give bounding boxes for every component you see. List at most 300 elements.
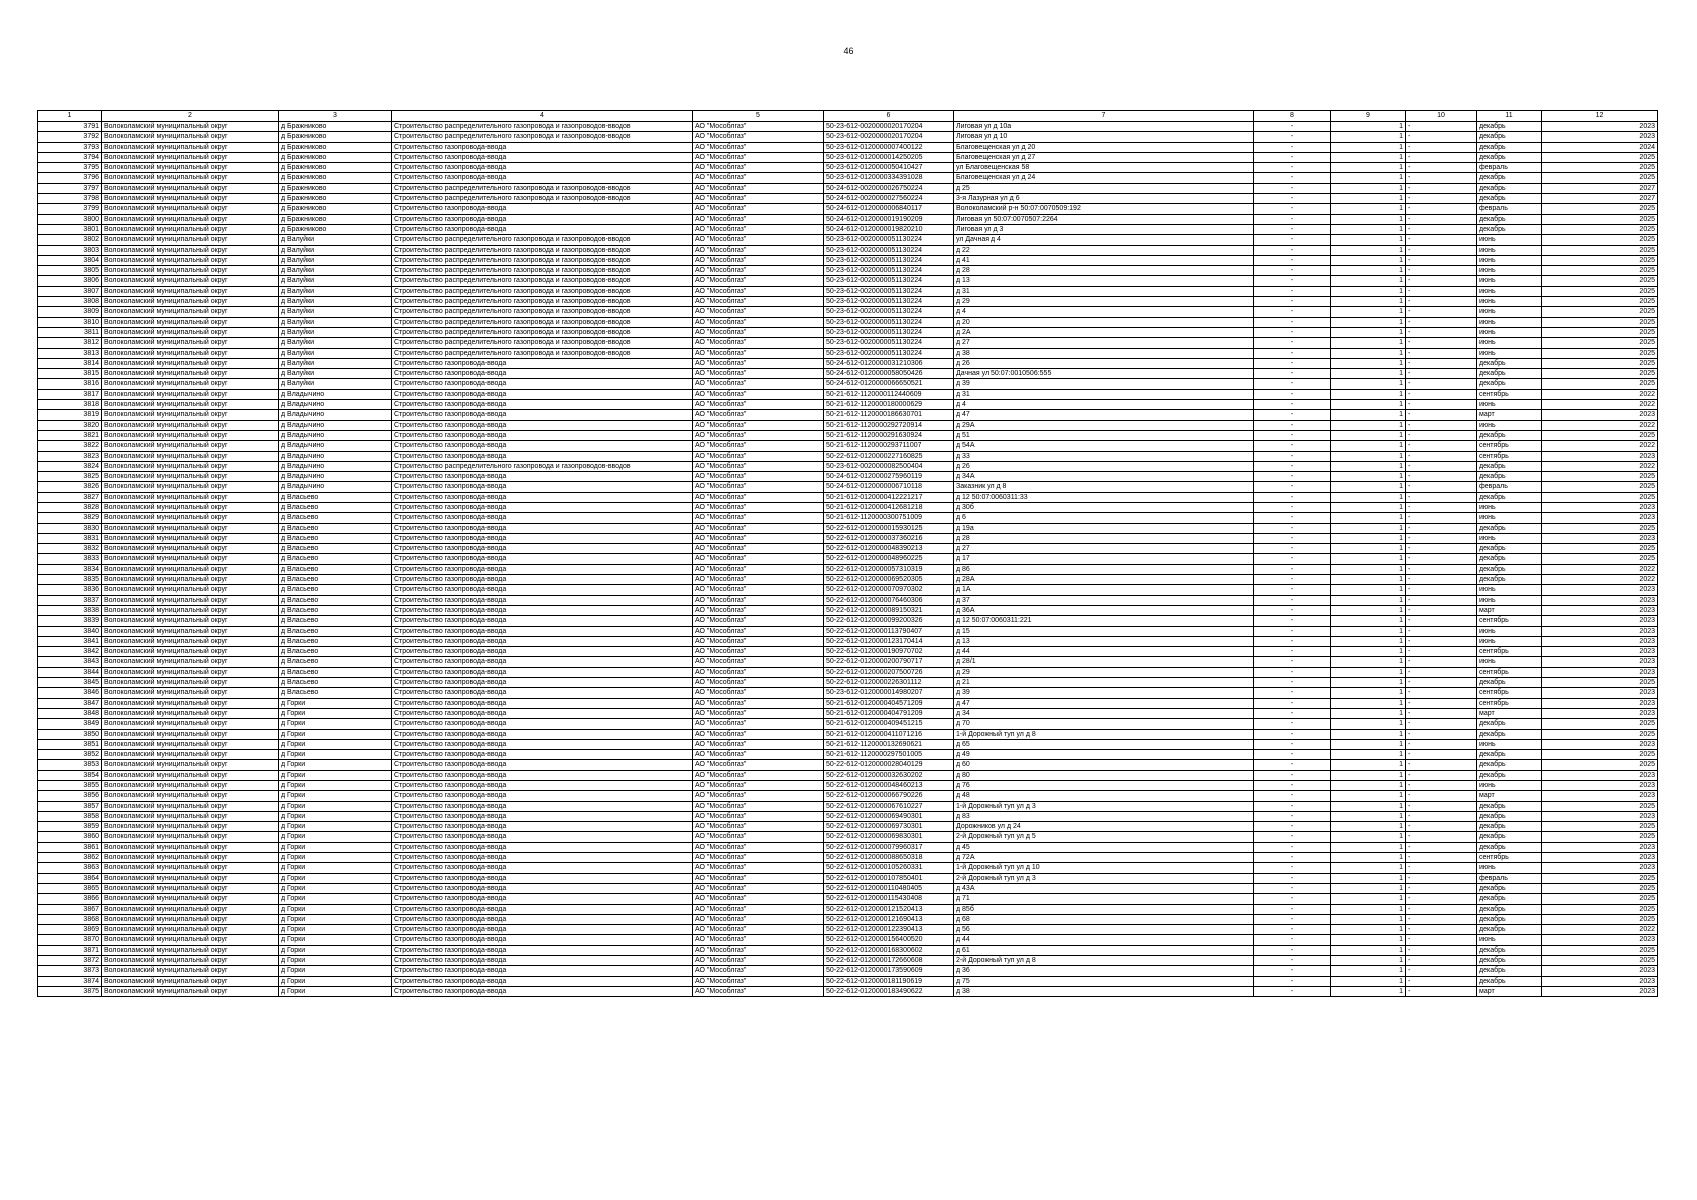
table-row: [38, 214, 1658, 224]
month-cell: март: [1477, 791, 1542, 801]
work-type-cell: Строительство газопровода-ввода: [392, 626, 693, 636]
col10-cell: -: [1406, 739, 1477, 749]
row-number-cell: 3828: [38, 502, 102, 512]
locality-cell: д Власьево: [279, 544, 392, 554]
table-row: [38, 338, 1658, 348]
month-cell: февраль: [1477, 873, 1542, 883]
locality-cell: д Горки: [279, 801, 392, 811]
row-number-cell: 3853: [38, 760, 102, 770]
month-cell: июнь: [1477, 266, 1542, 276]
locality-cell: д Валуйки: [279, 317, 392, 327]
table-row: [38, 750, 1658, 760]
month-cell: сентябрь: [1477, 688, 1542, 698]
quantity-cell: 1: [1331, 286, 1406, 296]
quantity-cell: 1: [1331, 688, 1406, 698]
district-cell: Волоколамский муниципальный округ: [102, 678, 279, 688]
year-cell: 2025: [1542, 760, 1658, 770]
col8-cell: -: [1254, 451, 1331, 461]
table-row: [38, 451, 1658, 461]
year-cell: 2025: [1542, 678, 1658, 688]
col10-cell: -: [1406, 224, 1477, 234]
quantity-cell: 1: [1331, 554, 1406, 564]
organization-cell: АО "Мособлгаз": [693, 853, 824, 863]
locality-cell: д Бражниково: [279, 142, 392, 152]
table-row: [38, 842, 1658, 852]
month-cell: декабрь: [1477, 719, 1542, 729]
work-type-cell: Строительство газопровода-ввода: [392, 575, 693, 585]
address-cell: д 44: [954, 647, 1254, 657]
col10-cell: -: [1406, 914, 1477, 924]
month-cell: март: [1477, 708, 1542, 718]
col10-cell: -: [1406, 822, 1477, 832]
row-number-cell: 3797: [38, 183, 102, 193]
month-cell: июнь: [1477, 276, 1542, 286]
table-row: [38, 801, 1658, 811]
year-cell: 2025: [1542, 750, 1658, 760]
application-number-cell: 50-22-612-0120000122390413: [824, 925, 954, 935]
organization-cell: АО "Мособлгаз": [693, 585, 824, 595]
col8-cell: -: [1254, 245, 1331, 255]
table-row: [38, 605, 1658, 615]
locality-cell: д Горки: [279, 956, 392, 966]
quantity-cell: 1: [1331, 883, 1406, 893]
year-cell: 2027: [1542, 183, 1658, 193]
address-cell: д 75: [954, 976, 1254, 986]
col8-cell: -: [1254, 132, 1331, 142]
col10-cell: -: [1406, 286, 1477, 296]
col8-cell: -: [1254, 729, 1331, 739]
district-cell: Волоколамский муниципальный округ: [102, 945, 279, 955]
column-header: 12: [1542, 111, 1658, 122]
col10-cell: -: [1406, 811, 1477, 821]
col10-cell: -: [1406, 708, 1477, 718]
locality-cell: д Бражниково: [279, 163, 392, 173]
table-row: [38, 502, 1658, 512]
quantity-cell: 1: [1331, 781, 1406, 791]
locality-cell: д Валуйки: [279, 379, 392, 389]
quantity-cell: 1: [1331, 708, 1406, 718]
work-type-cell: Строительство газопровода-ввода: [392, 966, 693, 976]
address-cell: д 4: [954, 400, 1254, 410]
organization-cell: АО "Мособлгаз": [693, 235, 824, 245]
col8-cell: -: [1254, 286, 1331, 296]
quantity-cell: 1: [1331, 904, 1406, 914]
locality-cell: д Власьево: [279, 688, 392, 698]
col10-cell: -: [1406, 358, 1477, 368]
quantity-cell: 1: [1331, 502, 1406, 512]
month-cell: декабрь: [1477, 976, 1542, 986]
quantity-cell: 1: [1331, 348, 1406, 358]
organization-cell: АО "Мособлгаз": [693, 214, 824, 224]
organization-cell: АО "Мособлгаз": [693, 451, 824, 461]
work-type-cell: Строительство газопровода-ввода: [392, 595, 693, 605]
column-header: 6: [824, 111, 954, 122]
table-row: [38, 461, 1658, 471]
table-row: [38, 945, 1658, 955]
col10-cell: -: [1406, 533, 1477, 543]
table-row: [38, 152, 1658, 162]
year-cell: 2025: [1542, 255, 1658, 265]
work-type-cell: Строительство газопровода-ввода: [392, 842, 693, 852]
col8-cell: -: [1254, 883, 1331, 893]
locality-cell: д Власьево: [279, 626, 392, 636]
col10-cell: -: [1406, 894, 1477, 904]
year-cell: 2025: [1542, 276, 1658, 286]
column-header: 11: [1477, 111, 1542, 122]
col8-cell: -: [1254, 214, 1331, 224]
application-number-cell: 50-23-612-0020000051130224: [824, 338, 954, 348]
col8-cell: -: [1254, 472, 1331, 482]
district-cell: Волоколамский муниципальный округ: [102, 142, 279, 152]
year-cell: 2025: [1542, 801, 1658, 811]
month-cell: сентябрь: [1477, 647, 1542, 657]
locality-cell: д Горки: [279, 842, 392, 852]
row-number-cell: 3806: [38, 276, 102, 286]
work-type-cell: Строительство газопровода-ввода: [392, 945, 693, 955]
address-cell: д 20: [954, 317, 1254, 327]
application-number-cell: 50-22-612-0120000107850401: [824, 873, 954, 883]
table-row: [38, 297, 1658, 307]
month-cell: декабрь: [1477, 729, 1542, 739]
locality-cell: д Владычино: [279, 420, 392, 430]
application-number-cell: 50-23-612-0120000334391028: [824, 173, 954, 183]
district-cell: Волоколамский муниципальный округ: [102, 925, 279, 935]
district-cell: Волоколамский муниципальный округ: [102, 317, 279, 327]
year-cell: 2025: [1542, 266, 1658, 276]
organization-cell: АО "Мособлгаз": [693, 307, 824, 317]
month-cell: июнь: [1477, 595, 1542, 605]
work-type-cell: Строительство газопровода-ввода: [392, 544, 693, 554]
address-cell: д 38: [954, 348, 1254, 358]
quantity-cell: 1: [1331, 935, 1406, 945]
district-cell: Волоколамский муниципальный округ: [102, 842, 279, 852]
work-type-cell: Строительство газопровода-ввода: [392, 369, 693, 379]
row-number-cell: 3836: [38, 585, 102, 595]
address-cell: д 12 50:07:0060311:221: [954, 616, 1254, 626]
row-number-cell: 3855: [38, 781, 102, 791]
locality-cell: д Власьево: [279, 667, 392, 677]
col8-cell: -: [1254, 986, 1331, 996]
locality-cell: д Горки: [279, 945, 392, 955]
locality-cell: д Бражниково: [279, 183, 392, 193]
organization-cell: АО "Мособлгаз": [693, 719, 824, 729]
quantity-cell: 1: [1331, 317, 1406, 327]
locality-cell: д Бражниково: [279, 152, 392, 162]
table-row: [38, 883, 1658, 893]
row-number-cell: 3822: [38, 441, 102, 451]
application-number-cell: 50-22-612-0120000048390213: [824, 544, 954, 554]
locality-cell: д Владычино: [279, 389, 392, 399]
col8-cell: -: [1254, 554, 1331, 564]
table-row: [38, 873, 1658, 883]
district-cell: Волоколамский муниципальный округ: [102, 173, 279, 183]
work-type-cell: Строительство газопровода-ввода: [392, 441, 693, 451]
table-row: [38, 327, 1658, 337]
year-cell: 2025: [1542, 832, 1658, 842]
month-cell: июнь: [1477, 863, 1542, 873]
col10-cell: -: [1406, 400, 1477, 410]
district-cell: Волоколамский муниципальный округ: [102, 853, 279, 863]
organization-cell: АО "Мособлгаз": [693, 863, 824, 873]
address-cell: д 44: [954, 935, 1254, 945]
locality-cell: д Валуйки: [279, 369, 392, 379]
table-row: [38, 142, 1658, 152]
col10-cell: -: [1406, 245, 1477, 255]
application-number-cell: 50-22-612-0120000032630202: [824, 770, 954, 780]
row-number-cell: 3798: [38, 194, 102, 204]
month-cell: декабрь: [1477, 122, 1542, 132]
year-cell: 2023: [1542, 667, 1658, 677]
locality-cell: д Горки: [279, 904, 392, 914]
col10-cell: -: [1406, 472, 1477, 482]
organization-cell: АО "Мособлгаз": [693, 595, 824, 605]
locality-cell: д Бражниково: [279, 173, 392, 183]
work-type-cell: Строительство газопровода-ввода: [392, 739, 693, 749]
col10-cell: -: [1406, 389, 1477, 399]
application-number-cell: 50-22-612-0120000190970702: [824, 647, 954, 657]
month-cell: декабрь: [1477, 945, 1542, 955]
application-number-cell: 50-22-612-0120000207500726: [824, 667, 954, 677]
month-cell: декабрь: [1477, 183, 1542, 193]
district-cell: Волоколамский муниципальный округ: [102, 420, 279, 430]
row-number-cell: 3873: [38, 966, 102, 976]
application-number-cell: 50-22-612-0120000172660608: [824, 956, 954, 966]
locality-cell: д Власьево: [279, 502, 392, 512]
organization-cell: АО "Мособлгаз": [693, 605, 824, 615]
month-cell: декабрь: [1477, 832, 1542, 842]
table-row: [38, 564, 1658, 574]
application-number-cell: 50-22-612-0120000079960317: [824, 842, 954, 852]
month-cell: июнь: [1477, 420, 1542, 430]
col10-cell: -: [1406, 636, 1477, 646]
district-cell: Волоколамский муниципальный округ: [102, 595, 279, 605]
col10-cell: -: [1406, 698, 1477, 708]
col8-cell: -: [1254, 400, 1331, 410]
work-type-cell: Строительство газопровода-ввода: [392, 636, 693, 646]
application-number-cell: 50-23-612-0020000051130224: [824, 266, 954, 276]
year-cell: 2023: [1542, 657, 1658, 667]
work-type-cell: Строительство газопровода-ввода: [392, 420, 693, 430]
year-cell: 2023: [1542, 698, 1658, 708]
year-cell: 2023: [1542, 966, 1658, 976]
quantity-cell: 1: [1331, 297, 1406, 307]
col10-cell: -: [1406, 461, 1477, 471]
work-type-cell: Строительство газопровода-ввода: [392, 224, 693, 234]
quantity-cell: 1: [1331, 183, 1406, 193]
year-cell: 2025: [1542, 204, 1658, 214]
year-cell: 2023: [1542, 853, 1658, 863]
row-number-cell: 3813: [38, 348, 102, 358]
district-cell: Волоколамский муниципальный округ: [102, 255, 279, 265]
locality-cell: д Горки: [279, 708, 392, 718]
year-cell: 2022: [1542, 420, 1658, 430]
column-header: 3: [279, 111, 392, 122]
table-row: [38, 719, 1658, 729]
row-number-cell: 3833: [38, 554, 102, 564]
application-number-cell: 50-23-612-0020000082500404: [824, 461, 954, 471]
work-type-cell: Строительство распределительного газопровода и газопроводов-вводов: [392, 122, 693, 132]
organization-cell: АО "Мособлгаз": [693, 152, 824, 162]
district-cell: Волоколамский муниципальный округ: [102, 770, 279, 780]
col8-cell: -: [1254, 616, 1331, 626]
row-number-cell: 3866: [38, 894, 102, 904]
year-cell: 2025: [1542, 883, 1658, 893]
organization-cell: АО "Мособлгаз": [693, 904, 824, 914]
quantity-cell: 1: [1331, 451, 1406, 461]
locality-cell: д Горки: [279, 863, 392, 873]
organization-cell: АО "Мособлгаз": [693, 894, 824, 904]
col10-cell: -: [1406, 430, 1477, 440]
row-number-cell: 3851: [38, 739, 102, 749]
row-number-cell: 3831: [38, 533, 102, 543]
application-number-cell: 50-23-612-0020000020170204: [824, 132, 954, 142]
month-cell: декабрь: [1477, 801, 1542, 811]
row-number-cell: 3860: [38, 832, 102, 842]
table-row: [38, 667, 1658, 677]
month-cell: июнь: [1477, 585, 1542, 595]
month-cell: июнь: [1477, 327, 1542, 337]
month-cell: июнь: [1477, 400, 1542, 410]
month-cell: декабрь: [1477, 904, 1542, 914]
row-number-cell: 3852: [38, 750, 102, 760]
work-type-cell: Строительство распределительного газопровода и газопроводов-вводов: [392, 461, 693, 471]
year-cell: 2023: [1542, 585, 1658, 595]
district-cell: Волоколамский муниципальный округ: [102, 636, 279, 646]
col10-cell: -: [1406, 842, 1477, 852]
organization-cell: АО "Мособлгаз": [693, 698, 824, 708]
work-type-cell: Строительство газопровода-ввода: [392, 986, 693, 996]
row-number-cell: 3849: [38, 719, 102, 729]
address-cell: д 12 50:07:0060311:33: [954, 492, 1254, 502]
address-cell: д 19а: [954, 523, 1254, 533]
table-row: [38, 760, 1658, 770]
col10-cell: -: [1406, 441, 1477, 451]
row-number-cell: 3818: [38, 400, 102, 410]
row-number-cell: 3809: [38, 307, 102, 317]
application-number-cell: 50-24-612-0120000006840117: [824, 204, 954, 214]
organization-cell: АО "Мособлгаз": [693, 163, 824, 173]
district-cell: Волоколамский муниципальный округ: [102, 224, 279, 234]
table-row: [38, 616, 1658, 626]
district-cell: Волоколамский муниципальный округ: [102, 410, 279, 420]
year-cell: 2025: [1542, 492, 1658, 502]
table-row: [38, 183, 1658, 193]
table-row: [38, 894, 1658, 904]
quantity-cell: 1: [1331, 266, 1406, 276]
col8-cell: -: [1254, 822, 1331, 832]
application-number-cell: 50-24-612-0020000026750224: [824, 183, 954, 193]
organization-cell: АО "Мособлгаз": [693, 358, 824, 368]
organization-cell: АО "Мособлгаз": [693, 513, 824, 523]
col10-cell: -: [1406, 338, 1477, 348]
work-type-cell: Строительство газопровода-ввода: [392, 904, 693, 914]
locality-cell: д Горки: [279, 781, 392, 791]
row-number-cell: 3844: [38, 667, 102, 677]
col8-cell: -: [1254, 420, 1331, 430]
district-cell: Волоколамский муниципальный округ: [102, 523, 279, 533]
locality-cell: д Валуйки: [279, 286, 392, 296]
organization-cell: АО "Мособлгаз": [693, 482, 824, 492]
quantity-cell: 1: [1331, 750, 1406, 760]
col8-cell: -: [1254, 801, 1331, 811]
month-cell: июнь: [1477, 935, 1542, 945]
col10-cell: -: [1406, 307, 1477, 317]
year-cell: 2023: [1542, 513, 1658, 523]
col8-cell: -: [1254, 719, 1331, 729]
quantity-cell: 1: [1331, 410, 1406, 420]
organization-cell: АО "Мособлгаз": [693, 883, 824, 893]
table-row: [38, 358, 1658, 368]
locality-cell: д Горки: [279, 894, 392, 904]
year-cell: 2023: [1542, 533, 1658, 543]
application-number-cell: 50-21-612-1120000112440609: [824, 389, 954, 399]
district-cell: Волоколамский муниципальный округ: [102, 976, 279, 986]
quantity-cell: 1: [1331, 956, 1406, 966]
application-number-cell: 50-21-612-0120000404791209: [824, 708, 954, 718]
district-cell: Волоколамский муниципальный округ: [102, 214, 279, 224]
locality-cell: д Горки: [279, 719, 392, 729]
locality-cell: д Бражниково: [279, 122, 392, 132]
quantity-cell: 1: [1331, 575, 1406, 585]
locality-cell: д Горки: [279, 770, 392, 780]
col8-cell: -: [1254, 255, 1331, 265]
col10-cell: -: [1406, 626, 1477, 636]
row-number-cell: 3863: [38, 863, 102, 873]
address-cell: д 72А: [954, 853, 1254, 863]
col8-cell: -: [1254, 935, 1331, 945]
col8-cell: -: [1254, 657, 1331, 667]
col8-cell: -: [1254, 224, 1331, 234]
col8-cell: -: [1254, 564, 1331, 574]
application-number-cell: 50-22-612-0120000048460213: [824, 781, 954, 791]
col10-cell: -: [1406, 853, 1477, 863]
col8-cell: -: [1254, 832, 1331, 842]
application-number-cell: 50-23-612-0020000051130224: [824, 327, 954, 337]
work-type-cell: Строительство газопровода-ввода: [392, 492, 693, 502]
col8-cell: -: [1254, 173, 1331, 183]
work-type-cell: Строительство газопровода-ввода: [392, 472, 693, 482]
month-cell: июнь: [1477, 307, 1542, 317]
work-type-cell: Строительство газопровода-ввода: [392, 708, 693, 718]
work-type-cell: Строительство распределительного газопровода и газопроводов-вводов: [392, 255, 693, 265]
work-type-cell: Строительство газопровода-ввода: [392, 863, 693, 873]
work-type-cell: Строительство газопровода-ввода: [392, 214, 693, 224]
row-number-cell: 3802: [38, 235, 102, 245]
work-type-cell: Строительство газопровода-ввода: [392, 410, 693, 420]
address-cell: д 31: [954, 389, 1254, 399]
col10-cell: -: [1406, 523, 1477, 533]
work-type-cell: Строительство распределительного газопровода и газопроводов-вводов: [392, 317, 693, 327]
address-cell: 3-я Лазурная ул д 6: [954, 194, 1254, 204]
locality-cell: д Горки: [279, 750, 392, 760]
district-cell: Волоколамский муниципальный округ: [102, 708, 279, 718]
address-cell: д 65: [954, 739, 1254, 749]
table-row: [38, 729, 1658, 739]
table-row: [38, 554, 1658, 564]
address-cell: д 22: [954, 245, 1254, 255]
locality-cell: д Горки: [279, 935, 392, 945]
organization-cell: АО "Мособлгаз": [693, 441, 824, 451]
table-row: [38, 492, 1658, 502]
quantity-cell: 1: [1331, 863, 1406, 873]
row-number-cell: 3793: [38, 142, 102, 152]
work-type-cell: Строительство газопровода-ввода: [392, 513, 693, 523]
year-cell: 2025: [1542, 914, 1658, 924]
district-cell: Волоколамский муниципальный округ: [102, 544, 279, 554]
year-cell: 2023: [1542, 605, 1658, 615]
month-cell: декабрь: [1477, 152, 1542, 162]
quantity-cell: 1: [1331, 523, 1406, 533]
